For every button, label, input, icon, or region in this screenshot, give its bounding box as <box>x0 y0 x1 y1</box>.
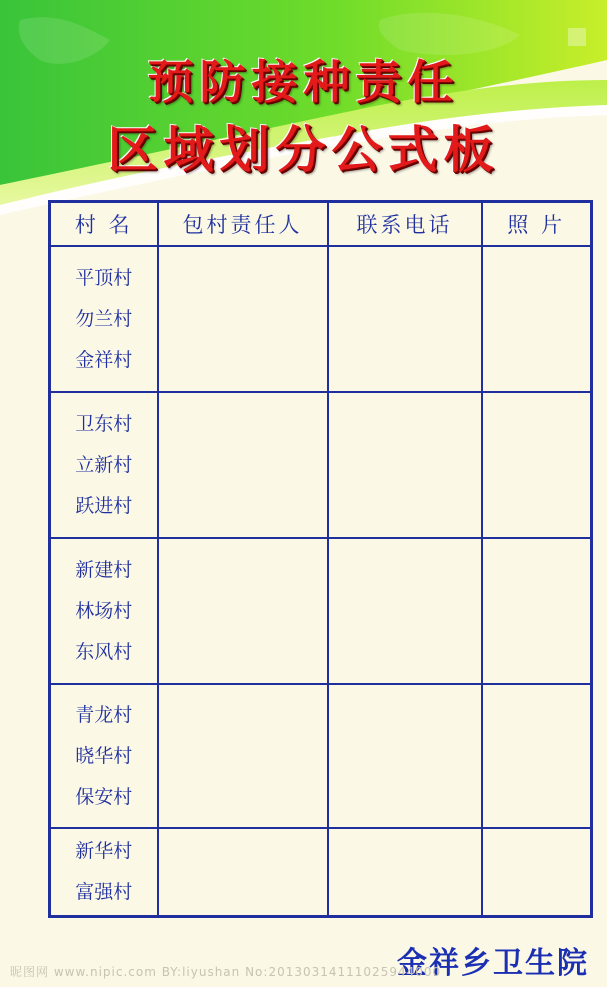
table-row <box>50 246 592 392</box>
village-name: 保安村 <box>75 785 133 808</box>
header-responsible-person: 包村责任人 <box>158 202 328 247</box>
table-row <box>50 538 592 684</box>
village-group-cell <box>50 684 158 828</box>
village-group-cell <box>50 392 158 538</box>
contact-phone-cell <box>328 392 482 538</box>
contact-phone-cell <box>328 828 482 916</box>
responsible-person-cell <box>158 246 328 392</box>
header-village-name: 村 名 <box>50 202 158 247</box>
table-row <box>50 392 592 538</box>
header-contact-phone: 联系电话 <box>328 202 482 247</box>
watermark: 昵图网 www.nipic.com BY:liyushan No:20130314111025944000 <box>10 965 442 979</box>
village-name: 勿兰村 <box>75 307 133 330</box>
village-name: 平顶村 <box>75 266 133 289</box>
village-name: 新建村 <box>75 558 133 581</box>
village-group-cell <box>50 828 158 916</box>
contact-phone-cell <box>328 538 482 684</box>
organization-name: 金祥乡卫生院 <box>397 946 589 981</box>
photo-cell <box>482 684 592 828</box>
photo-cell <box>482 392 592 538</box>
responsible-person-cell <box>158 684 328 828</box>
table-header-row <box>50 202 592 247</box>
village-name: 新华村 <box>75 840 133 863</box>
village-name: 晓华村 <box>75 744 133 767</box>
village-name: 卫东村 <box>75 412 133 435</box>
village-name: 金祥村 <box>75 348 133 371</box>
table-row <box>50 828 592 916</box>
board-title-line-1: 预防接种责任 <box>147 55 460 109</box>
responsible-person-cell <box>158 828 328 916</box>
village-name: 跃进村 <box>75 494 133 517</box>
village-name: 富强村 <box>75 881 133 904</box>
responsible-person-cell <box>158 392 328 538</box>
photo-cell <box>482 538 592 684</box>
photo-cell <box>482 828 592 916</box>
village-name: 林场村 <box>75 599 133 622</box>
contact-phone-cell <box>328 684 482 828</box>
village-name: 东风村 <box>75 640 133 663</box>
contact-phone-cell <box>328 246 482 392</box>
village-group-cell <box>50 246 158 392</box>
responsible-person-cell <box>158 538 328 684</box>
photo-cell <box>482 246 592 392</box>
table-row <box>50 684 592 828</box>
village-name: 立新村 <box>75 453 133 476</box>
village-name: 青龙村 <box>75 703 133 726</box>
village-group-cell <box>50 538 158 684</box>
board-title-line-2: 区域划分公式板 <box>107 121 500 179</box>
header-photo: 照 片 <box>482 202 592 247</box>
responsibility-table <box>48 200 593 918</box>
